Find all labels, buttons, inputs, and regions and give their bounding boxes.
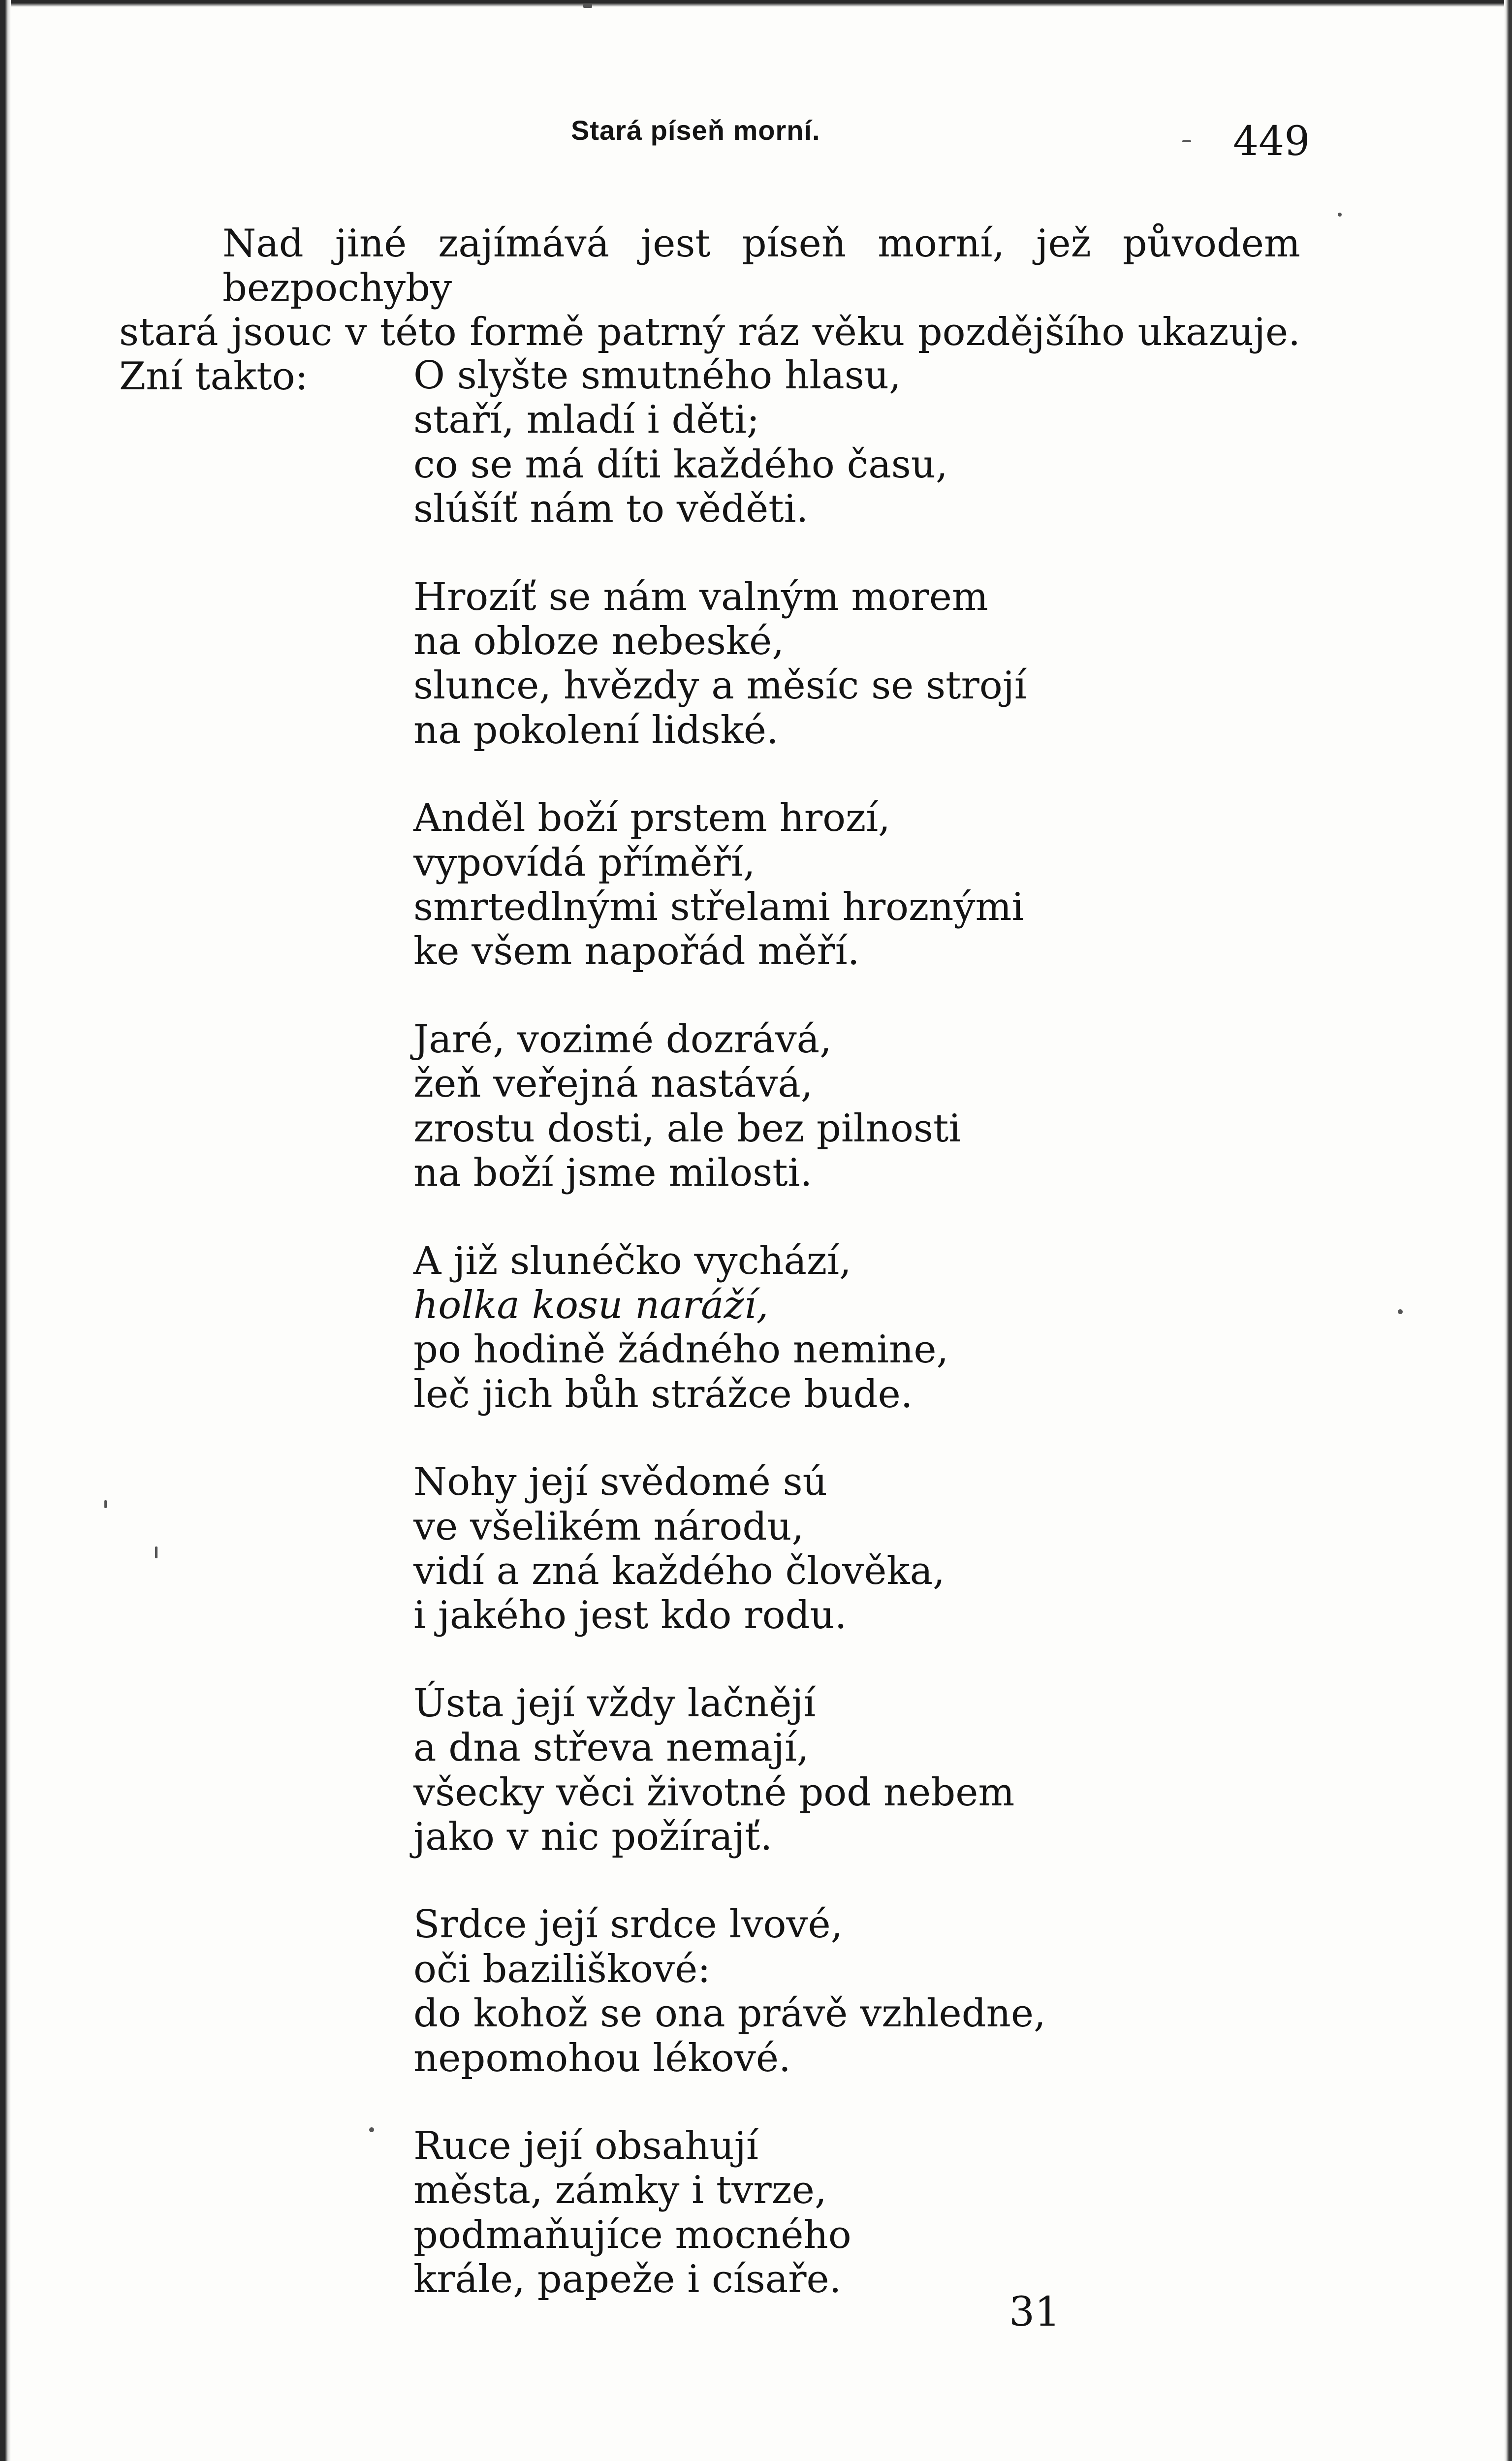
verse-line: jako v nic požírajť. — [413, 1814, 773, 1859]
verse-line: po hodině žádného nemine, — [413, 1327, 949, 1372]
verse-line: všecky věci životné pod nebem — [413, 1770, 1015, 1815]
verse-line: slunce, hvězdy a měsíc se strojí — [413, 663, 1027, 708]
stanza — [413, 796, 1046, 974]
scan-speck — [1338, 213, 1342, 217]
intro-line: Zní takto: — [119, 354, 308, 399]
verse-line: oči baziliškové: — [413, 1947, 711, 1991]
scan-speck — [1398, 1309, 1403, 1314]
page-number: 449 — [1233, 118, 1310, 165]
stanza — [413, 1460, 1046, 1638]
verse-line: vidí a zná každého člověka, — [413, 1548, 945, 1593]
verse-line: a dna střeva nemají, — [413, 1726, 809, 1770]
scan-speck — [1182, 140, 1191, 142]
scan-edge-left — [0, 0, 11, 2461]
verse-line: vypovídá příměří, — [413, 840, 756, 885]
scan-speck — [583, 4, 592, 8]
stanza — [413, 353, 1046, 532]
verse-line: smrtedlnými střelami hroznými — [413, 885, 1024, 930]
verse-line: na pokolení lidské. — [413, 708, 779, 753]
stanza — [413, 1017, 1046, 1196]
verse-line: ve všelikém národu, — [413, 1504, 804, 1549]
verse-line: Ruce její obsahují — [413, 2124, 758, 2168]
poem — [413, 353, 1046, 2345]
stanza — [413, 2124, 1046, 2302]
stanza — [413, 1902, 1046, 2081]
verse-line: leč jich bůh strážce bude. — [413, 1372, 913, 1417]
stanza — [413, 575, 1046, 753]
verse-line: co se má díti každého času, — [413, 442, 948, 487]
scan-speck — [369, 2127, 374, 2132]
verse-line: O slyšte smutného hlasu, — [413, 353, 901, 398]
scan-speck — [104, 1500, 107, 1508]
verse-line: na obloze nebeské, — [413, 619, 785, 664]
verse-line: A již slunéčko vychází, — [413, 1238, 851, 1283]
verse-line: žeň veřejná nastává, — [413, 1062, 813, 1106]
verse-line: Jaré, vozimé dozrává, — [413, 1017, 832, 1062]
verse-line: Nohy její svědomé sú — [413, 1460, 827, 1505]
verse-line: i jakého jest kdo rodu. — [413, 1593, 847, 1638]
running-head: Stará píseň morní. — [571, 115, 820, 146]
stanza — [413, 1681, 1046, 1860]
stanza — [413, 1239, 1046, 1417]
verse-line: nepomohou lékové. — [413, 2036, 791, 2081]
intro-line: stará jsouc v této formě patrný ráz věku pozdějšího ukazuje. — [119, 310, 1300, 354]
verse-line-italic: holka kosu naráží, — [413, 1283, 769, 1327]
verse-line: do kohož se ona právě vzhledne, — [413, 1991, 1046, 2036]
verse-line: podmaňujíce mocného — [413, 2212, 851, 2257]
verse-line: slúšíť nám to věděti. — [413, 487, 809, 532]
signature-mark: 31 — [1009, 2289, 1061, 2335]
scan-edge-right — [1504, 0, 1512, 2461]
verse-line: Ústa její vždy lačnějí — [413, 1681, 816, 1726]
verse-line: Hrozíť se nám valným morem — [413, 574, 988, 619]
verse-line: Srdce její srdce lvové, — [413, 1902, 843, 1947]
verse-line: krále, papeže i císaře. — [413, 2257, 842, 2302]
intro-line: Nad jiné zajímává jest píseň morní, jež původem bezpochyby — [222, 221, 1300, 310]
scan-speck — [155, 1546, 158, 1558]
verse-line: ke všem napořád měří. — [413, 929, 860, 974]
verse-line: staří, mladí i děti; — [413, 398, 760, 442]
verse-line: Anděl boží prstem hrozí, — [413, 796, 890, 841]
verse-line: zrostu dosti, ale bez pilnosti — [413, 1106, 961, 1151]
verse-line: na boží jsme milosti. — [413, 1151, 813, 1196]
scan-edge-top — [0, 0, 1512, 7]
verse-line: města, zámky i tvrze, — [413, 2168, 827, 2213]
